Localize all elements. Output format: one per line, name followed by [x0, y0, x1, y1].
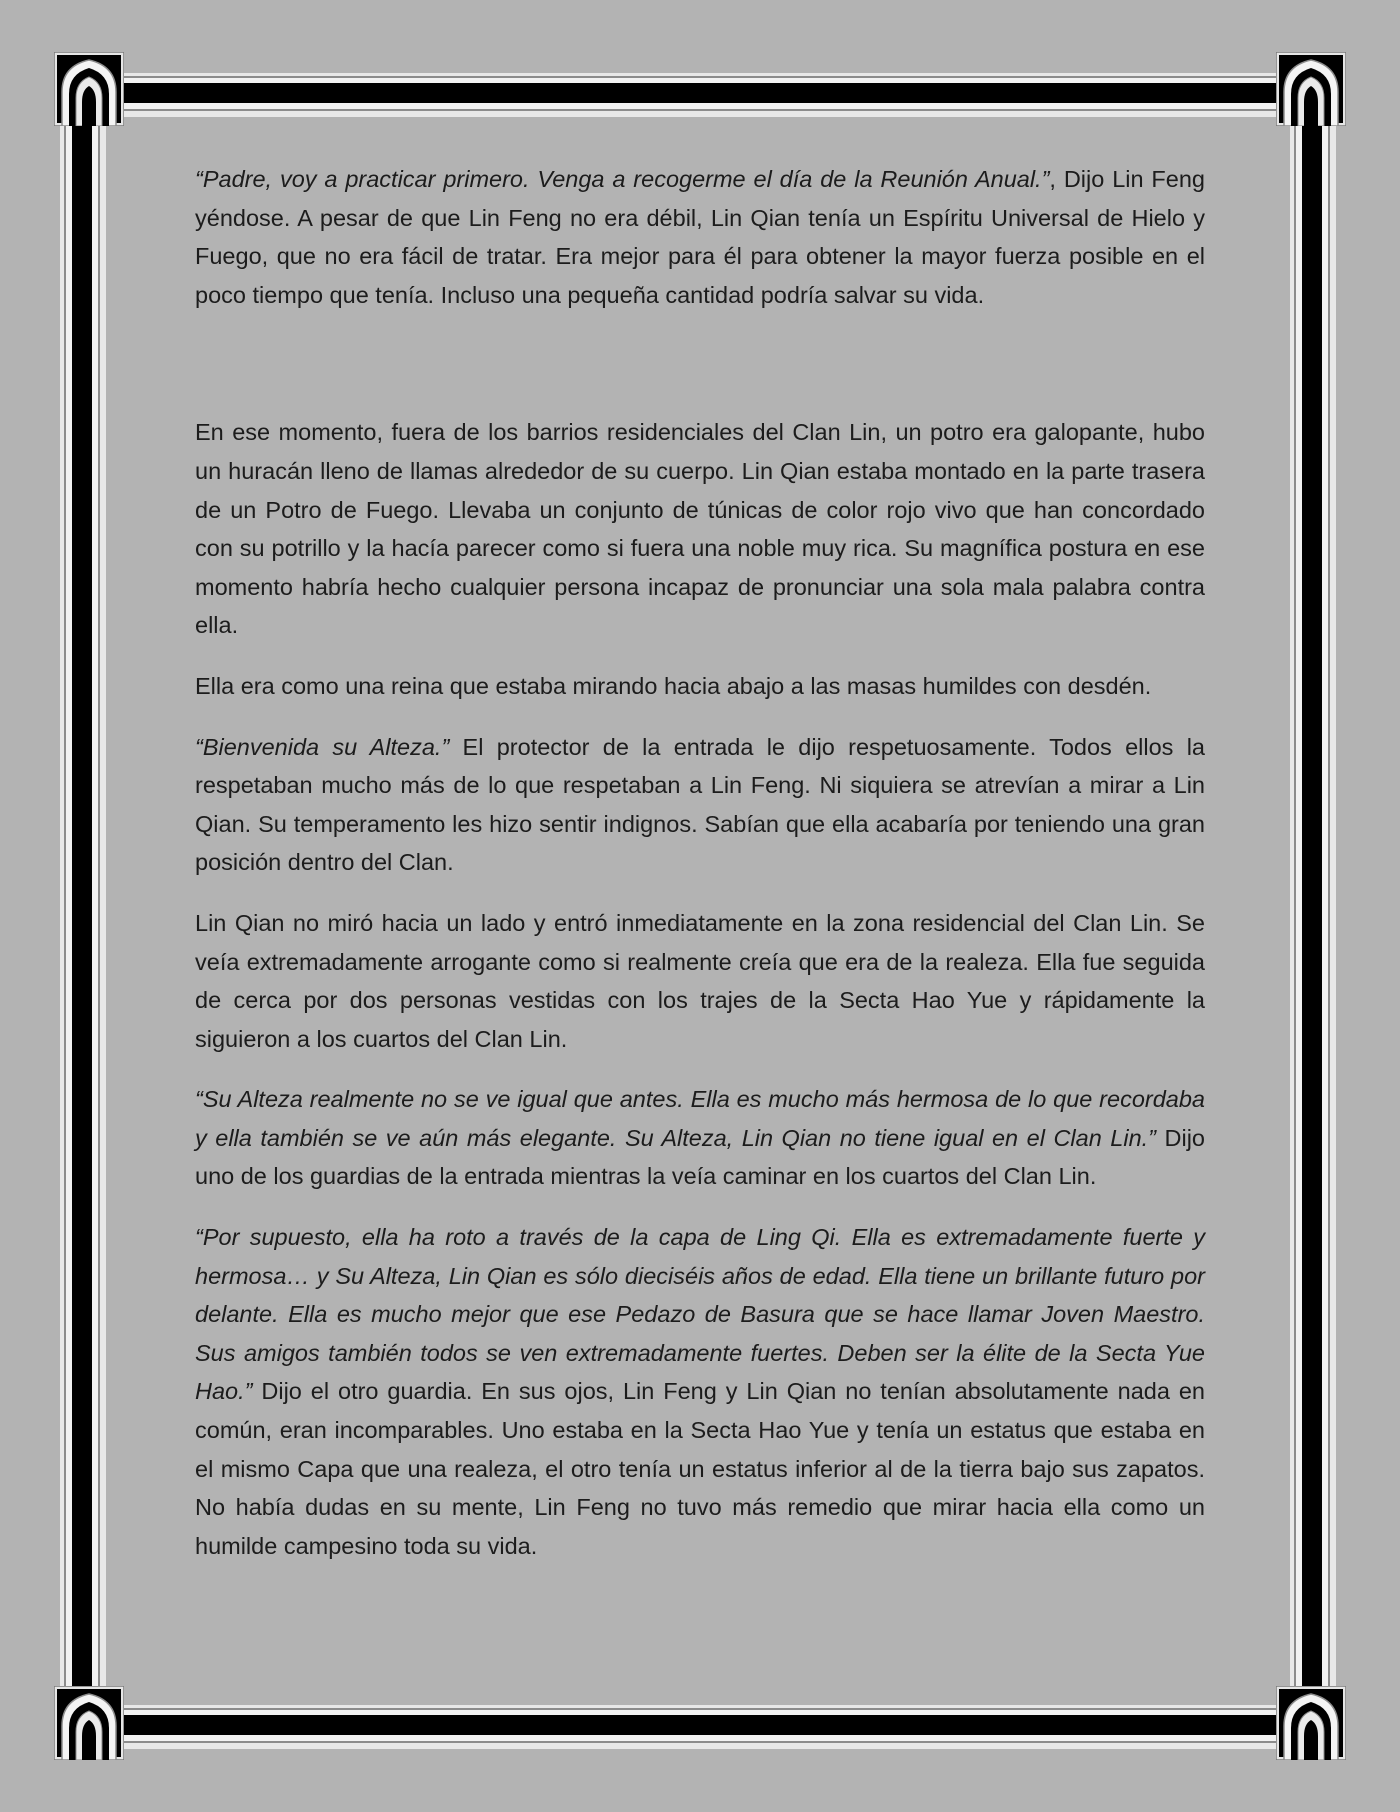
corner-ornament-bottom-right-icon — [1276, 1686, 1346, 1760]
page-body — [195, 160, 1205, 1587]
corner-ornament-bottom-left-icon — [54, 1686, 124, 1760]
paragraph-7 — [195, 1218, 1205, 1565]
paragraph-3 — [195, 667, 1205, 706]
paragraph-4-dialogue: “Bienvenida su Alteza.” — [195, 733, 450, 760]
paragraph-4-narration: El protector de la entrada le dijo respetuosamente. Todos ellos la respetaban mucho más de lo que respetaban a Lin Feng. Ni siquiera se atrevían a mirar a Lin Qian. Su temperamento les hizo sentir indignos. Sabían que ella acabaría por teniendo una gran posición dentro del Clan. — [195, 733, 1205, 876]
paragraph-2 — [195, 413, 1205, 645]
frame-bottom-border — [110, 1705, 1290, 1749]
paragraph-5-narration: Lin Qian no miró hacia un lado y entró inmediatamente en la zona residencial del Clan Lin. Se veía extremadamente arrogante como si realmente creía que era de la realeza. Ella fue seguida de cerca por dos personas vestidas con los trajes de la Secta Hao Yue y rápidamente la siguieron a los cuartos del Clan Lin. — [195, 909, 1205, 1052]
corner-ornament-top-right-icon — [1276, 52, 1346, 126]
paragraph-1-dialogue: “Padre, voy a practicar primero. Venga a recogerme el día de la Reunión Anual.” — [195, 166, 1050, 192]
paragraph-6 — [195, 1080, 1205, 1196]
paragraph-5 — [195, 904, 1205, 1058]
paragraph-7-dialogue: “Por supuesto, ella ha roto a través de la capa de Ling Qi. Ella es extremadamente fuerte y hermosa… y Su Alteza, Lin Qian es sólo dieciséis años de edad. Ella tiene un brillante futuro por delante. Ella es mucho mejor que ese Pedazo de Basura que se hace llamar Joven Maestro. Sus amigos también todos se ven extremadamente fuertes. Deben ser la élite de la Secta Yue Hao.” — [195, 1224, 1205, 1405]
frame-top-border — [110, 73, 1290, 117]
paragraph-1-narration: , Dijo Lin Feng yéndose. A pesar de que Lin Feng no era débil, Lin Qian tenía un Espíritu Universal de Hielo y Fuego, que no era fácil de tratar. Era mejor para él para obtener la mayor fuerza posible en el poco tiempo que tenía. Incluso una pequeña cantidad podría salvar su vida. — [195, 166, 1205, 308]
frame-right-border — [1290, 110, 1336, 1705]
paragraph-4 — [195, 728, 1205, 882]
paragraph-6-dialogue: “Su Alteza realmente no se ve igual que antes. Ella es mucho más hermosa de lo que recordaba y ella también se ve aún más elegante. Su Alteza, Lin Qian no tiene igual en el Clan Lin.” — [195, 1086, 1205, 1151]
paragraph-7-narration: Dijo el otro guardia. En sus ojos, Lin Feng y Lin Qian no tenían absolutamente nada en común, eran incomparables. Uno estaba en la Secta Hao Yue y tenía un estatus que estaba en el mismo Capa que una realeza, el otro tenía un estatus inferior al de la tierra bajo sus zapatos. No había dudas en su mente, Lin Feng no tuvo más remedio que mirar hacia ella como un humilde campesino toda su vida. — [195, 1378, 1205, 1559]
paragraph-1 — [195, 160, 1205, 314]
frame-left-border — [60, 110, 106, 1705]
corner-ornament-top-left-icon — [54, 52, 124, 126]
paragraph-2-narration: En ese momento, fuera de los barrios residenciales del Clan Lin, un potro era galopante, hubo un huracán lleno de llamas alrededor de su cuerpo. Lin Qian estaba montado en la parte trasera de un Potro de Fuego. Llevaba un conjunto de túnicas de color rojo vivo que han concordado con su potrillo y la hacía parecer como si fuera una noble muy rica. Su magnífica postura en ese momento habría hecho cualquier persona incapaz de pronunciar una sola mala palabra contra ella. — [195, 419, 1205, 639]
paragraph-6-narration: Dijo uno de los guardias de la entrada mientras la veía caminar en los cuartos del Clan Lin. — [195, 1124, 1205, 1190]
paragraph-3-narration: Ella era como una reina que estaba mirando hacia abajo a las masas humildes con desdén. — [195, 672, 1152, 699]
